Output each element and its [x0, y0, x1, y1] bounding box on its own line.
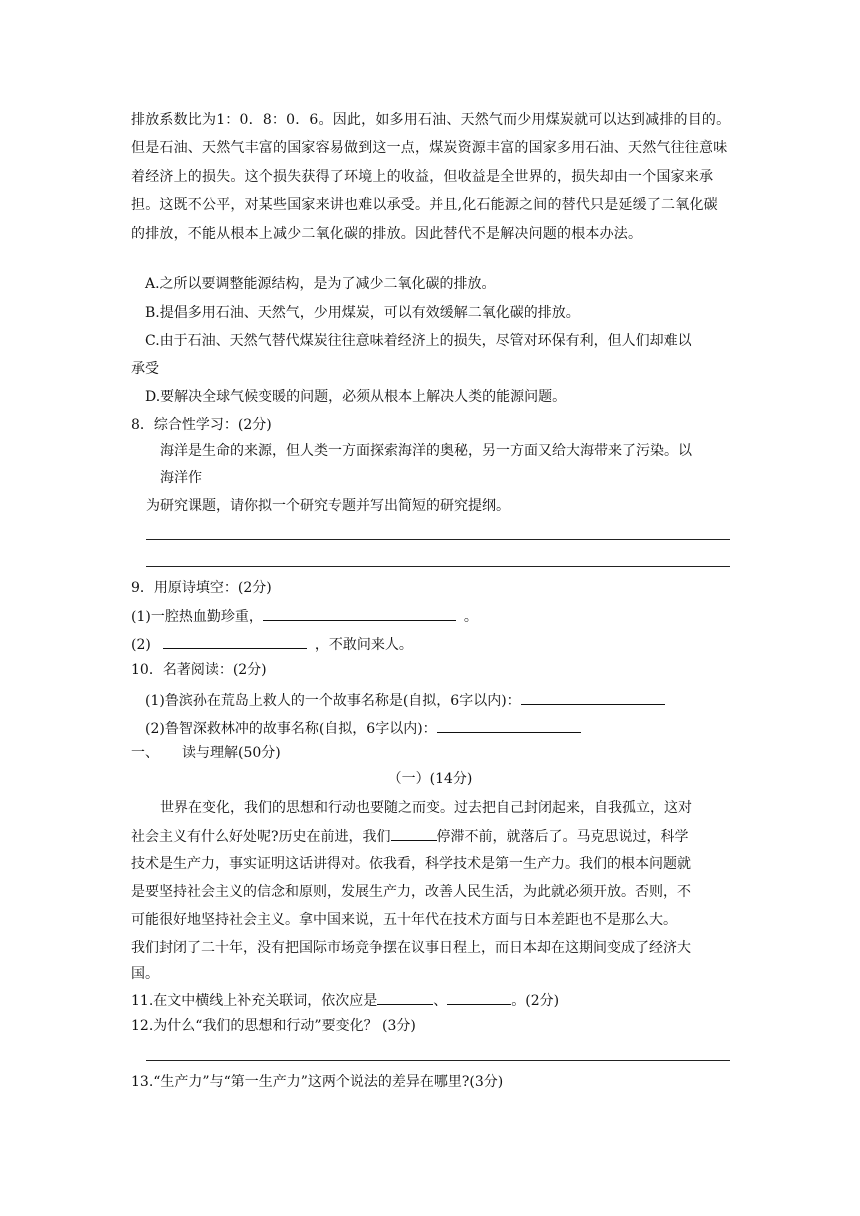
reading-line-1: 世界在变化，我们的思想和行动也要随之而变。过去把自己封闭起来，自我孤立，这对	[160, 800, 692, 816]
blank-10-1[interactable]	[521, 690, 665, 705]
question-9-item-2-suffix: ，不敢问来人。	[314, 637, 413, 653]
question-10-item-1	[145, 690, 665, 711]
blank-9-1[interactable]	[263, 606, 456, 621]
reading-line-3: 技术是生产力，事实证明这话讲得对。依我看，科学技术是第一生产力。我们的根本问题就	[131, 856, 691, 872]
answer-line-8b[interactable]	[146, 566, 730, 567]
section-number: 一、	[131, 745, 159, 761]
question-9-item-1	[131, 606, 478, 627]
answer-line-12[interactable]	[146, 1060, 730, 1061]
question-11-sep: 、	[433, 993, 448, 1009]
question-9-label: 9．用原诗填空：(2分)	[131, 580, 272, 596]
question-11	[131, 990, 559, 1011]
reading-line-2	[131, 826, 689, 847]
intro-paragraph: 排放系数比为1：0．8：0．6。因此，如多用石油、天然气而少用煤炭就可以达到减排的目的。但是石油、天然气丰富的国家容易做到这一点，煤炭资源丰富的国家多用石油、天然气往往意味着经济上的损失。这个损失获得了环境上的收益，但收益是全世界的，损失却由一个国家来承担。这既不公平，对某些国家来讲也难以承受。并且,化石能源之间的替代只是延缓了二氧化碳的排放，不能从根本上减少二氧化碳的排放。因此替代不是解决问题的根本办法。	[131, 112, 731, 242]
question-8-line-1: 海洋是生命的来源，但人类一方面探索海洋的奥秘，另一方面又给大海带来了污染。以	[160, 443, 692, 459]
section-title: 读与理解(50分)	[182, 745, 281, 761]
reading-line-2a: 社会主义有什么好处呢?历史在前进，我们	[131, 829, 391, 845]
answer-line-8a[interactable]	[146, 539, 730, 540]
question-10-item-2	[145, 718, 581, 739]
question-9-item-2	[131, 634, 413, 655]
blank-10-2[interactable]	[437, 718, 581, 733]
blank-reading[interactable]	[391, 826, 437, 841]
question-9-item-2-prefix: (2)	[131, 637, 151, 653]
question-8-label: 8．综合性学习：(2分)	[131, 417, 272, 433]
option-c-continued: 承受	[131, 361, 159, 377]
blank-11-1[interactable]	[377, 990, 433, 1005]
reading-line-4: 是要坚持社会主义的信念和原则，发展生产力，改善人民生活，为此就必须开放。否则，不	[131, 884, 691, 900]
option-a: A.之所以要调整能源结构，是为了减少二氧化碳的排放。	[145, 276, 496, 292]
question-8-line-3: 为研究课题，请你拟一个研究专题并写出简短的研究提纲。	[146, 498, 510, 514]
question-13-label: 13.“生产力”与“第一生产力”这两个说法的差异在哪里?(3分)	[131, 1074, 504, 1090]
reading-line-2b: 停滞不前，就落后了。马克思说过，科学	[436, 829, 689, 845]
reading-line-5: 可能很好地坚持社会主义。拿中国来说，五十年代在技术方面与日本差距也不是那么大。	[131, 912, 677, 928]
option-b: B.提倡多用石油、天然气，少用煤炭，可以有效缓解二氧化碳的排放。	[145, 305, 580, 321]
question-9-item-1-suffix: 。	[463, 609, 478, 625]
question-10-label: 10．名著阅读：(2分)	[131, 662, 267, 678]
blank-9-2[interactable]	[163, 634, 307, 649]
question-12-label: 12.为什么“我们的思想和行动”要变化？ (3分)	[131, 1018, 416, 1034]
question-11-prefix: 11.在文中横线上补充关联词，依次应是	[131, 993, 378, 1009]
option-d: D.要解决全球气候变暖的问题，必须从根本上解决人类的能源问题。	[145, 389, 567, 405]
question-10-item-1-text: (1)鲁滨孙在荒岛上救人的一个故事名称是(自拟，6字以内)：	[145, 693, 521, 709]
blank-11-2[interactable]	[447, 990, 511, 1005]
reading-line-7: 国。	[131, 966, 159, 982]
option-c: C.由于石油、天然气替代煤炭往往意味着经济上的损失，尽管对环保有利，但人们却难以	[145, 333, 692, 349]
question-9-item-1-prefix: (1)一腔热血勤珍重，	[131, 609, 263, 625]
question-8-line-2: 海洋作	[160, 470, 202, 486]
question-11-suffix: 。(2分)	[511, 993, 560, 1009]
reading-line-6: 我们封闭了二十年，没有把国际市场竞争摆在议事日程上，而日本却在这期间变成了经济大	[131, 940, 691, 956]
question-10-item-2-text: (2)鲁智深救林冲的故事名称(自拟，6字以内)：	[145, 721, 437, 737]
section-subtitle: （一）(14分)	[387, 771, 473, 787]
